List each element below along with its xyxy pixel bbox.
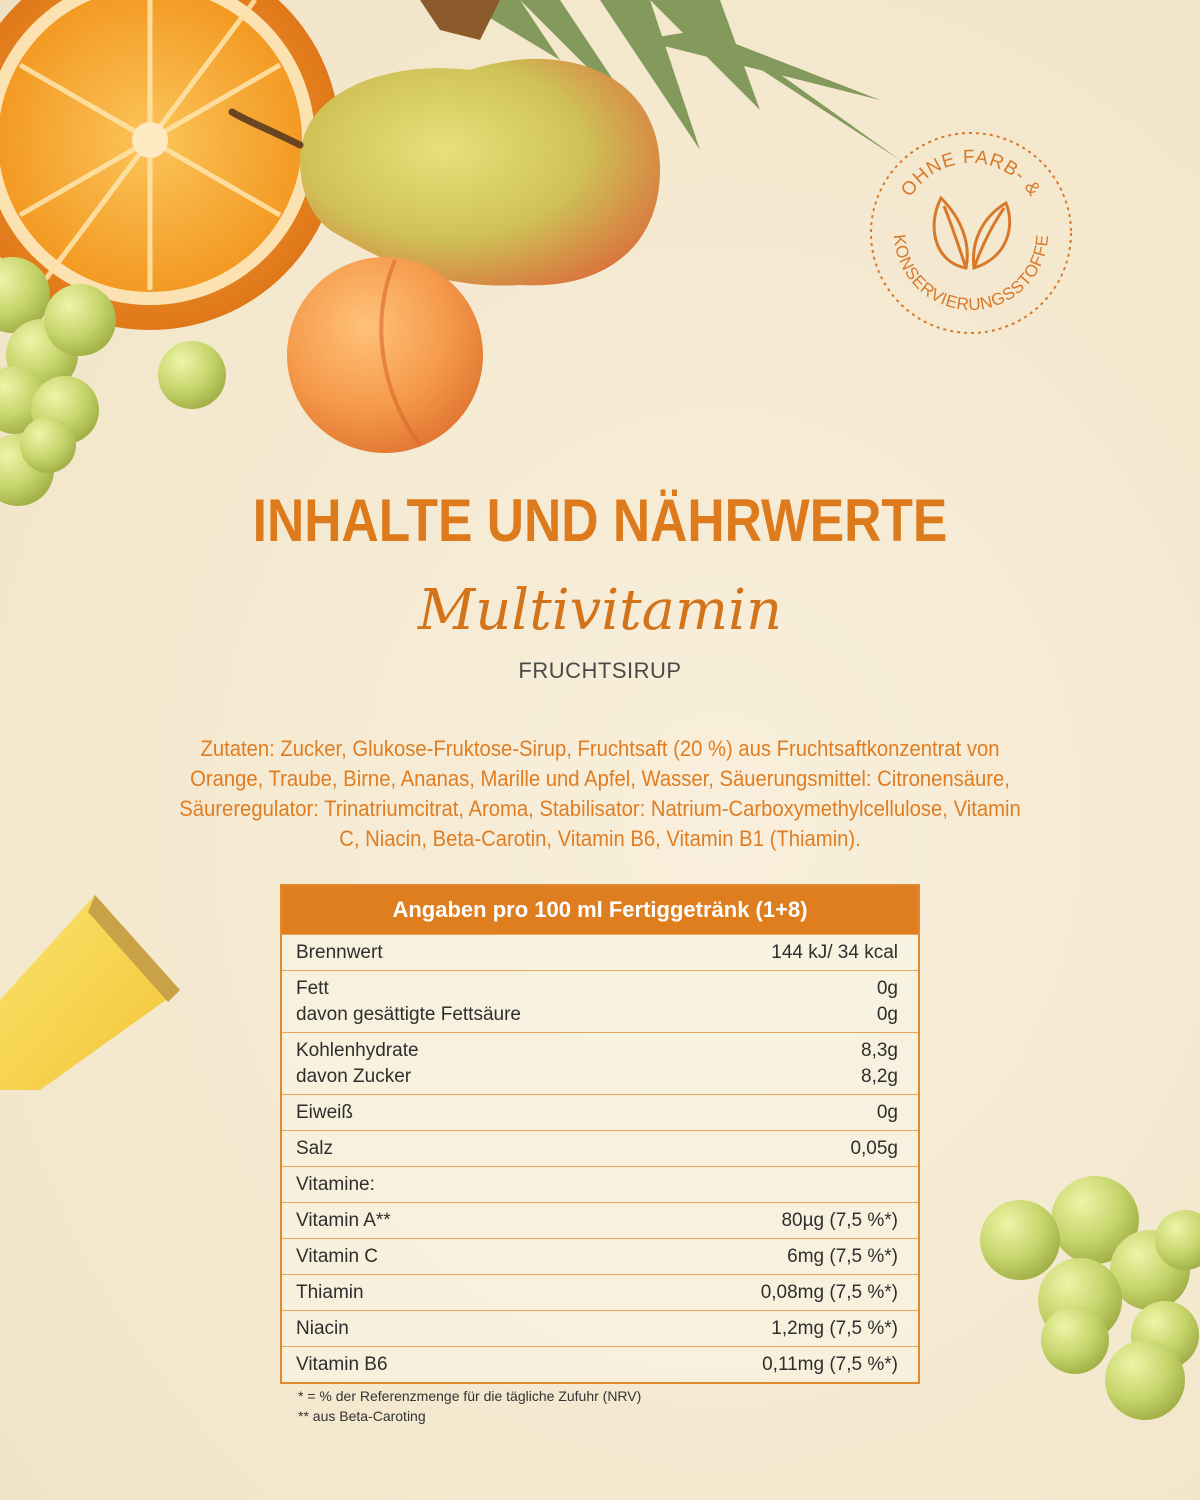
page-headline: INHALTE UND NÄHRWERTE <box>252 487 948 554</box>
table-row <box>282 1310 918 1346</box>
nutrient-label: davon gesättigte Fettsäure <box>296 1004 521 1025</box>
nutrient-label: Kohlenhydrate <box>296 1040 419 1061</box>
nutrient-value: 6mg (7,5 %*) <box>787 1246 898 1267</box>
ingredients-text: Zutaten: Zucker, Glukose-Fruktose-Sirup, Fruchtsaft (20 %) aus Fruchtsaftkonzentrat von Orange, Traube, Birne, Ananas, Marille und Apfel, Wasser, Säuerungsmittel: Citronensäure, Säureregulator: Trinatriumcitrat, Aroma, Stabilisator: Natrium-Carboxymethylcellulose, Vitamin C, Niacin, Beta-Carotin, Vitamin B6, Vitamin B1 (Thiamin). <box>179 736 1021 851</box>
nutrient-label: Eiweiß <box>296 1102 354 1123</box>
nutrient-label: Thiamin <box>296 1282 364 1303</box>
nutrition-table-body <box>282 934 918 1382</box>
nutrient-line <box>296 1100 898 1126</box>
nutrient-line <box>296 976 898 1002</box>
nutrient-label: Fett <box>296 978 329 999</box>
nutrient-value: 0,11mg (7,5 %*) <box>762 1354 898 1375</box>
no-additives-badge <box>866 128 1076 338</box>
nutrient-label: Vitamin C <box>296 1246 379 1267</box>
footnote-beta-carotin: ** aus Beta-Caroting <box>298 1408 426 1424</box>
nutrient-line <box>296 1064 898 1090</box>
table-row <box>282 1130 918 1166</box>
footnote-nrv: * = % der Referenzmenge für die tägliche Zufuhr (NRV) <box>298 1388 642 1404</box>
nutrient-value: 8,3g <box>861 1040 898 1061</box>
nutrient-value: 1,2mg (7,5 %*) <box>771 1318 898 1339</box>
product-type: FRUCHTSIRUP <box>518 658 682 683</box>
nutrient-line <box>296 1280 898 1306</box>
nutrient-line <box>296 1172 898 1198</box>
nutrient-value: 0g <box>876 978 898 999</box>
nutrient-value: 80µg (7,5 %*) <box>781 1210 898 1231</box>
table-row <box>282 934 918 970</box>
footnotes <box>298 1386 641 1426</box>
product-name: Multivitamin <box>417 578 783 643</box>
nutrient-line <box>296 940 898 966</box>
nutrient-value: 0g <box>876 1102 898 1123</box>
nutrient-line <box>296 1038 898 1064</box>
nutrient-label: Salz <box>296 1138 333 1159</box>
nutrient-line <box>296 1208 898 1234</box>
nutrient-line <box>296 1002 898 1028</box>
leaf-icon <box>934 198 1010 268</box>
table-row <box>282 1032 918 1094</box>
table-row <box>282 970 918 1032</box>
table-row <box>282 1346 918 1382</box>
svg-text:KONSERVIERUNGSSTOFFE <box>890 234 1052 315</box>
badge-text-top: OHNE FARB- & <box>897 146 1045 201</box>
nutrient-value: 0,05g <box>850 1138 898 1159</box>
nutrition-table <box>280 884 920 1384</box>
nutrition-table-header: Angaben pro 100 ml Fertiggetränk (1+8) <box>282 886 918 934</box>
nutrient-line <box>296 1352 898 1378</box>
table-row <box>282 1202 918 1238</box>
nutrient-label: davon Zucker <box>296 1066 412 1087</box>
table-row <box>282 1238 918 1274</box>
badge-text-bottom: KONSERVIERUNGSSTOFFE <box>889 233 1053 315</box>
nutrient-line <box>296 1316 898 1342</box>
nutrient-line <box>296 1244 898 1270</box>
nutrient-value: 0g <box>876 1004 898 1025</box>
svg-text:OHNE FARB- & <box>897 147 1045 201</box>
nutrient-value: 0,08mg (7,5 %*) <box>760 1282 898 1303</box>
nutrient-label: Brennwert <box>296 942 383 963</box>
nutrient-value: 144 kJ/ 34 kcal <box>771 942 898 963</box>
table-row <box>282 1274 918 1310</box>
nutrient-value: 8,2g <box>861 1066 898 1087</box>
nutrient-label: Vitamin B6 <box>296 1354 388 1375</box>
nutrient-label: Niacin <box>296 1318 349 1339</box>
nutrient-line <box>296 1136 898 1162</box>
table-row <box>282 1166 918 1202</box>
nutrient-label: Vitamine: <box>296 1174 375 1195</box>
table-row <box>282 1094 918 1130</box>
nutrient-label: Vitamin A** <box>296 1210 391 1231</box>
